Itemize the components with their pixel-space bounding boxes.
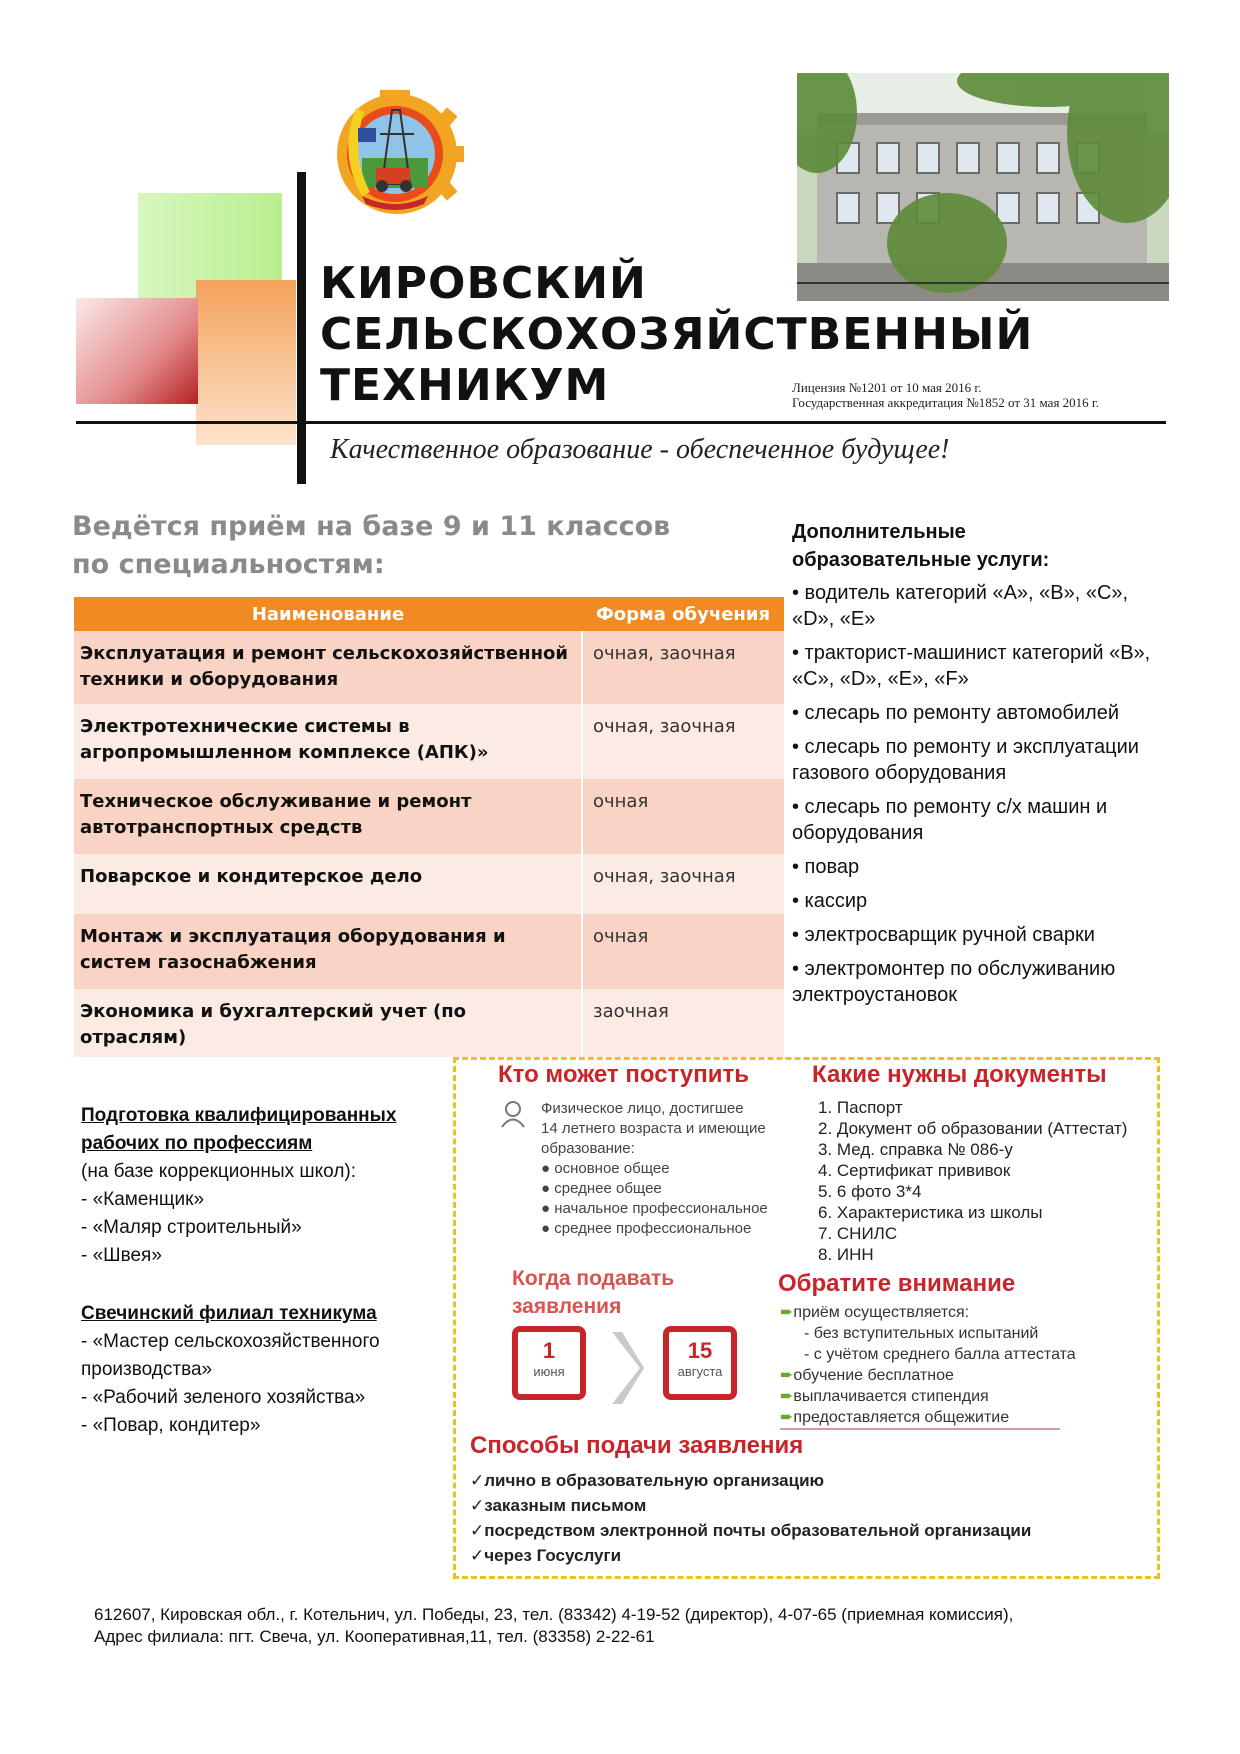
list-item: заказным письмом	[484, 1496, 647, 1515]
accreditation-line: Государственная аккредитация №1852 от 31 мая 2016 г.	[792, 395, 1100, 410]
methods-list	[470, 1468, 1031, 1568]
attention-list	[780, 1302, 1076, 1430]
study-form: очная, заочная	[582, 631, 784, 704]
speciality-name: Поварское и кондитерское дело	[74, 854, 582, 914]
list-item: 1. Паспорт	[818, 1098, 903, 1117]
list-item: • электромонтер по обслуживанию электроустановок	[792, 958, 1116, 1006]
arrow-icon: ➨	[780, 1388, 794, 1405]
footer-address	[94, 1604, 1013, 1648]
arrow-icon: ➨	[780, 1367, 794, 1384]
calendar-to-icon	[663, 1326, 737, 1400]
person-icon	[500, 1100, 526, 1133]
study-form: очная, заочная	[582, 854, 784, 914]
who-text	[541, 1099, 768, 1239]
arrow-icon: ➨	[780, 1409, 794, 1426]
to-month: августа	[677, 1364, 723, 1379]
decor-vertical-line	[297, 172, 306, 484]
list-item: через Госуслуги	[484, 1546, 622, 1565]
list-item: 4. Сертификат прививок	[818, 1161, 1011, 1180]
list-item: • слесарь по ремонту с/х машин и оборудования	[792, 796, 1108, 844]
documents-title: Какие нужны документы	[812, 1061, 1107, 1088]
list-item: • слесарь по ремонту автомобилей	[792, 702, 1120, 724]
college-building-photo	[797, 73, 1169, 301]
attention-title: Обратите внимание	[778, 1270, 1016, 1297]
check-icon: ✓	[470, 1521, 485, 1540]
check-icon: ✓	[470, 1471, 485, 1490]
list-item: • слесарь по ремонту и эксплуатации газового оборудования	[792, 736, 1139, 784]
license-line: Лицензия №1201 от 10 мая 2016 г.	[792, 380, 982, 395]
list-item: - «Швея»	[81, 1245, 162, 1266]
speciality-name: Электротехнические системы в агропромышленном комплексе (АПК)»	[74, 704, 582, 779]
from-day: 1	[542, 1338, 556, 1363]
list-item: - «Каменщик»	[81, 1189, 205, 1210]
additional-services-title	[792, 518, 1049, 574]
table-row	[74, 914, 784, 989]
list-item: ● среднее общее	[541, 1180, 662, 1197]
intake-line-1: Ведётся приём на базе 9 и 11 классов	[72, 511, 671, 542]
when-title-line-2: заявления	[512, 1295, 622, 1318]
list-item: - «Повар, кондитер»	[81, 1415, 261, 1436]
col-header-form: Форма обучения	[582, 597, 784, 631]
slogan: Качественное образование - обеспеченное будущее!	[330, 434, 950, 465]
license-info	[792, 380, 1099, 410]
study-form: заочная	[582, 989, 784, 1057]
to-day: 15	[687, 1338, 713, 1363]
documents-list	[818, 1097, 1127, 1265]
additional-services-list	[792, 580, 1172, 1016]
study-form: очная	[582, 914, 784, 989]
list-item: - «Рабочий зеленого хозяйства»	[81, 1387, 366, 1408]
when-title	[512, 1265, 674, 1321]
workers-base: (на базе коррекционных школ):	[81, 1161, 357, 1182]
table-row	[74, 854, 784, 914]
list-item: 7. СНИЛС	[818, 1224, 898, 1243]
list-item: • водитель категорий «А», «В», «С», «D», «Е»	[792, 582, 1129, 630]
list-item: 2. Документ об образовании (Аттестат)	[818, 1119, 1128, 1138]
who-text-line-2: 14 летнего возраста и имеющие	[541, 1120, 766, 1137]
list-item: • повар	[792, 856, 860, 878]
title-line-2: СЕЛЬСКОХОЗЯЙСТВЕННЫЙ	[320, 309, 1034, 360]
list-item: посредством электронной почты образовательной организации	[484, 1521, 1032, 1540]
attention-item: приём осуществляется:	[793, 1304, 970, 1321]
specialities-table	[74, 597, 784, 1057]
workers-title-2: рабочих по профессиям	[81, 1133, 313, 1154]
who-text-line-3: образование:	[541, 1140, 635, 1157]
decor-red-square	[76, 298, 198, 404]
table-row	[74, 989, 784, 1057]
speciality-name: Монтаж и эксплуатация оборудования и систем газоснабжения	[74, 914, 582, 989]
list-item: 5. 6 фото 3*4	[818, 1182, 922, 1201]
who-text-line-1: Физическое лицо, достигшее	[541, 1100, 744, 1117]
table-row	[74, 704, 784, 779]
list-item: ● основное общее	[541, 1160, 670, 1177]
speciality-name: Экономика и бухгалтерский учет (по отраслям)	[74, 989, 582, 1057]
attention-item: предоставляется общежитие	[793, 1409, 1010, 1426]
check-icon: ✓	[470, 1496, 485, 1515]
intake-line-2: по специальностям:	[72, 549, 385, 580]
list-item: • кассир	[792, 890, 868, 912]
list-item: - «Мастер сельскохозяйственного производства»	[81, 1331, 380, 1380]
table-row	[74, 779, 784, 854]
chevron-right-icon	[608, 1330, 644, 1411]
list-item: 6. Характеристика из школы	[818, 1203, 1043, 1222]
college-logo	[322, 88, 472, 220]
study-form: очная	[582, 779, 784, 854]
list-item: - «Маляр строительный»	[81, 1217, 302, 1238]
calendar-from-icon	[512, 1326, 586, 1400]
footer-line-1: 612607, Кировская обл., г. Котельнич, ул. Победы, 23, тел. (83342) 4-19-52 (директор), 4-07-65 (приемная комиссия),	[94, 1605, 1014, 1624]
list-item: • тракторист-машинист категорий «В», «С», «D», «Е», «F»	[792, 642, 1151, 690]
speciality-name: Техническое обслуживание и ремонт автотранспортных средств	[74, 779, 582, 854]
table-row	[74, 631, 784, 704]
additional-title-line-2: образовательные услуги:	[792, 549, 1050, 571]
attention-item: обучение бесплатное	[793, 1367, 954, 1384]
list-item: ● среднее профессиональное	[541, 1220, 752, 1237]
intake-heading	[72, 508, 670, 584]
list-item: 8. ИНН	[818, 1245, 874, 1264]
check-icon: ✓	[470, 1546, 485, 1565]
col-header-name: Наименование	[74, 597, 582, 631]
attention-item: выплачивается стипендия	[793, 1388, 989, 1405]
speciality-name: Эксплуатация и ремонт сельскохозяйственной техники и оборудования	[74, 631, 582, 704]
list-item: ● начальное профессиональное	[541, 1200, 768, 1217]
list-item: 3. Мед. справка № 086-у	[818, 1140, 1013, 1159]
branch-title: Свечинский филиал техникума	[81, 1303, 377, 1324]
methods-title: Способы подачи заявления	[470, 1432, 804, 1459]
workers-section	[81, 1102, 421, 1440]
table-header	[74, 597, 784, 631]
list-item: • электросварщик ручной сварки	[792, 924, 1095, 946]
title-line-1: КИРОВСКИЙ	[320, 258, 647, 309]
arrow-icon: ➨	[780, 1304, 794, 1321]
who-title: Кто может поступить	[498, 1061, 749, 1088]
list-item: лично в образовательную организацию	[484, 1471, 825, 1490]
attention-item: - с учётом среднего балла аттестата	[804, 1346, 1076, 1363]
additional-title-line-1: Дополнительные	[792, 521, 966, 543]
workers-title-1: Подготовка квалифицированных	[81, 1105, 397, 1126]
when-title-line-1: Когда подавать	[512, 1267, 675, 1290]
footer-line-2: Адрес филиала: пгт. Свеча, ул. Кооперативная,11, тел. (83358) 2-22-61	[94, 1627, 655, 1646]
from-month: июня	[533, 1364, 565, 1379]
title-line-3: ТЕХНИКУМ	[320, 360, 610, 411]
decor-horizontal-line	[76, 421, 1166, 424]
study-form: очная, заочная	[582, 704, 784, 779]
attention-item: - без вступительных испытаний	[804, 1325, 1039, 1342]
